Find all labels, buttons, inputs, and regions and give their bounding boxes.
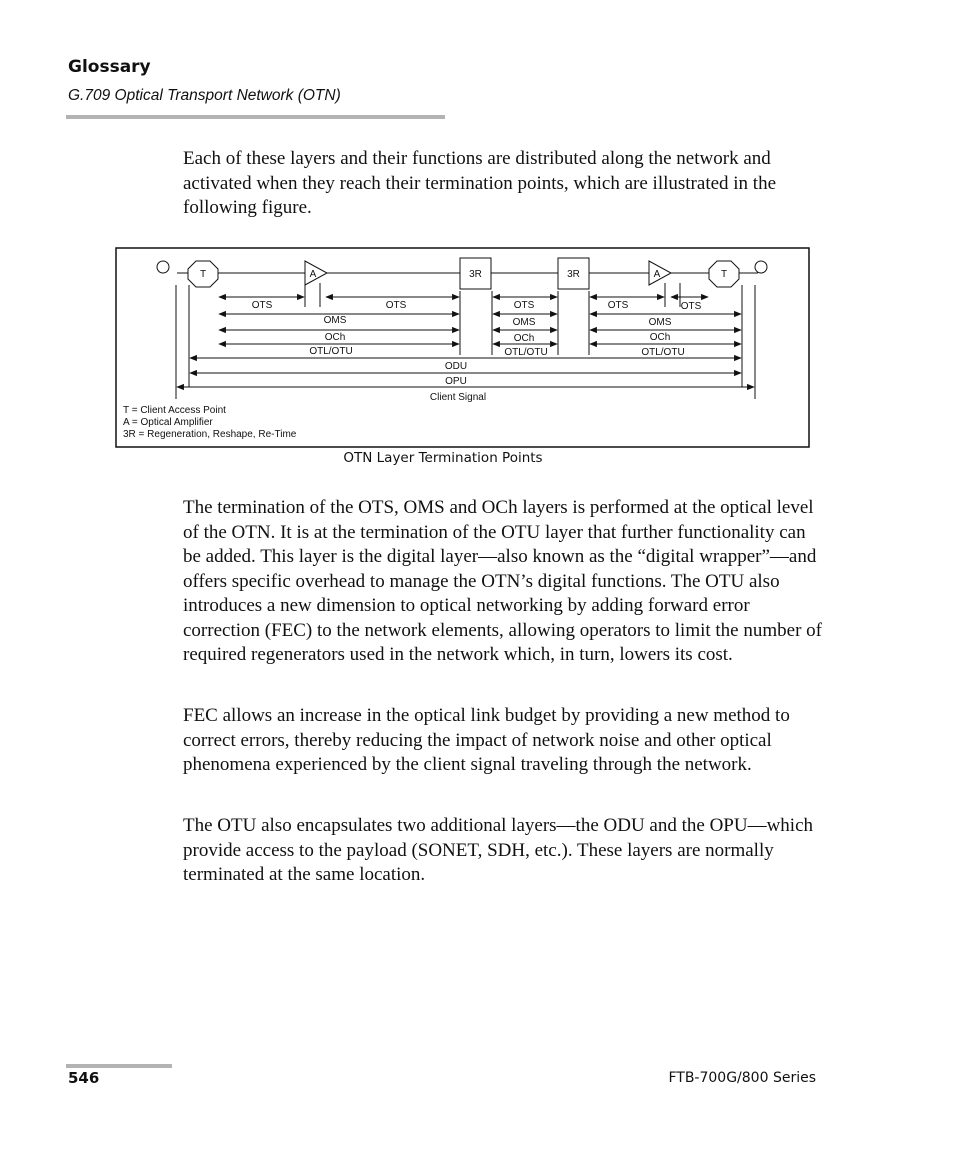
svg-text:A: A (653, 269, 661, 280)
svg-text:OCh: OCh (513, 333, 535, 344)
svg-text:OTS: OTS (385, 300, 407, 311)
svg-text:OTS: OTS (251, 300, 273, 311)
svg-text:ODU: ODU (444, 361, 468, 372)
svg-text:OCh: OCh (649, 332, 671, 343)
svg-text:OPU: OPU (445, 376, 467, 387)
svg-text:OTL/OTU: OTL/OTU (309, 346, 353, 357)
svg-text:OMS: OMS (512, 317, 536, 328)
svg-text:OTS: OTS (680, 301, 702, 312)
svg-text:OTL/OTU: OTL/OTU (641, 347, 685, 358)
footer-divider (66, 1064, 172, 1068)
otn-termination-figure (115, 247, 811, 449)
product-series: FTB-700G/800 Series (668, 1070, 816, 1086)
svg-text:T: T (199, 269, 207, 280)
intro-paragraph: Each of these layers and their functions are distributed along the network and activated when they reach their termination points, which are illustrated in the following figure. (183, 148, 777, 218)
section-subtitle: G.709 Optical Transport Network (OTN) (68, 87, 341, 104)
svg-text:OMS: OMS (323, 315, 347, 326)
header-divider (66, 115, 445, 119)
svg-text:A = Optical Amplifier: A = Optical Amplifier (123, 417, 213, 428)
endpoint-left (157, 261, 169, 273)
regenerator-node-left (460, 258, 491, 289)
svg-text:OCh: OCh (324, 332, 346, 343)
svg-text:Client Signal: Client Signal (429, 392, 487, 403)
client-access-node-left (188, 261, 218, 287)
body-paragraph-3: The OTU also encapsulates two additional layers—the ODU and the OPU—which provide access to the payload (SONET, SDH, etc.). These layers are normally terminated at the same location. (183, 815, 814, 885)
svg-text:A: A (309, 269, 317, 280)
svg-text:3R: 3R (469, 269, 482, 280)
svg-text:3R: 3R (567, 269, 580, 280)
svg-text:OTS: OTS (607, 300, 629, 311)
client-access-node-right (709, 261, 739, 287)
svg-text:OTL/OTU: OTL/OTU (504, 347, 548, 358)
svg-text:T: T (720, 269, 728, 280)
section-title: Glossary (68, 57, 151, 77)
svg-text:OMS: OMS (648, 317, 672, 328)
endpoint-right (755, 261, 767, 273)
page-number: 546 (68, 1069, 100, 1087)
svg-text:OTS: OTS (513, 300, 535, 311)
figure-caption: OTN Layer Termination Points (343, 450, 543, 466)
svg-text:3R = Regeneration, Reshape, Re: 3R = Regeneration, Reshape, Re-Time (123, 429, 297, 440)
regenerator-node-right (558, 258, 589, 289)
svg-text:T = Client Access Point: T = Client Access Point (123, 405, 226, 416)
body-paragraph-1: The termination of the OTS, OMS and OCh layers is performed at the optical level of the OTN. It is at the termination of the OTU layer that further functionality can be added. This layer is the digital layer—also known as the “digital wrapper”—and offers specific overhead to manage the OTN’s digital functions. The OTU also introduces a new dimension to optical networking by adding forward error correction (FEC) to the network elements, allowing operators to limit the number of required regenerators used in the network which, in turn, lowers its cost. (183, 497, 822, 665)
body-paragraph-2: FEC allows an increase in the optical link budget by providing a new method to correct errors, thereby reducing the impact of network noise and other optical phenomena experienced by the client signal traveling through the network. (183, 705, 790, 775)
